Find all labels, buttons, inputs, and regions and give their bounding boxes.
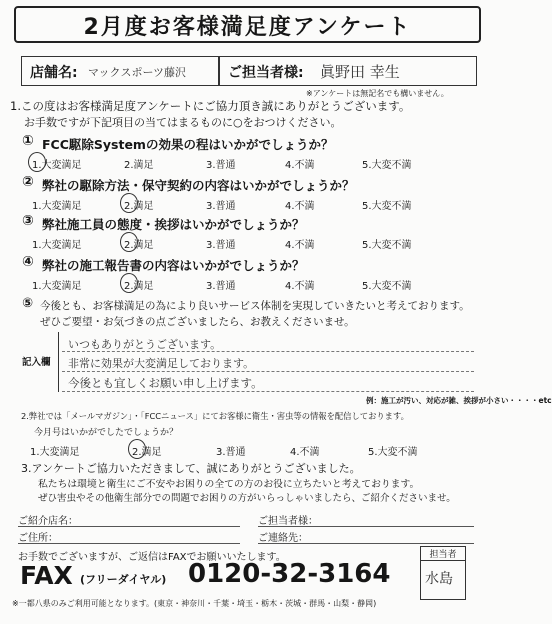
thanks-line-1: 3.アンケートご協力いただきまして、誠にありがとうございました。 [21,462,361,475]
magazine-option[interactable]: 4.不満 [290,447,320,458]
question-text: 弊社の駆除方法・保守契約の内容はいかがでしょうか？ [42,178,355,193]
answer-option[interactable]: 4.不満 [285,240,315,251]
staff-label: ご担当者様: [228,65,304,81]
answer-option[interactable]: 5.大変不満 [362,281,412,292]
answer-option[interactable]: 2.満足 [124,201,154,212]
selected-answer-circle [120,273,138,293]
magazine-option[interactable]: 3.普通 [216,447,246,458]
entry-label: 記入欄 [22,357,51,368]
fax-label: FAX [20,561,73,590]
answer-option[interactable]: 1.大変満足 [32,281,82,292]
staff-value: 眞野田 幸生 [320,63,400,81]
referral-staff-line [258,526,474,527]
entry-handwriting-2: 非常に効果が大変満足しております。 [68,357,255,370]
selected-answer-circle [128,439,146,459]
entry-handwriting-3: 今後とも宜しくお願い申し上げます。 [68,376,263,390]
title-frame [14,6,481,43]
entry-handwriting-1: いつもありがとうございます。 [68,338,222,351]
answer-option[interactable]: 2.満足 [124,281,154,292]
store-value: マックスポーツ藤沢 [88,66,187,79]
thanks-line-2: 私たちは環境と衛生にご不安やお困りの全ての方のお役に立ちたいと考えております。 [38,479,420,490]
entry-line [62,371,474,372]
answer-option[interactable]: 5.大変不満 [362,160,412,171]
referral-address-label: ご住所： [18,533,58,544]
magazine-line-2: 今月号はいかがでしたでしょうか？ [34,428,179,438]
q5-line-1: 今後とも、お客様満足の為により良いサービス体制を実現していきたいと考えております。 [40,300,470,312]
referral-name-label: ご紹介店名： [18,516,78,527]
anon-note: ※アンケートは無記名でも構いません。 [306,89,449,98]
magazine-line-1: 2.弊社では「メールマガジン」・「FCCニュース」にてお客様に衛生・害虫等の情報を配信しております。 [21,411,409,421]
answer-option[interactable]: 4.不満 [285,160,315,171]
answer-option[interactable]: 2.満足 [124,240,154,251]
referral-name-line [18,526,240,527]
referral-address-line [18,543,240,544]
selected-answer-circle [28,152,46,172]
fax-footer: ※一都八県のみご利用可能となります。(東京・神奈川・千葉・埼玉・栃木・茨城・群馬・山梨・静岡) [12,599,377,608]
fax-note: お手数でございますが、ご返信はFAXでお願いいたします。 [18,552,286,563]
referral-contact-line [258,543,474,544]
question-number: ② [22,174,34,190]
answer-option[interactable]: 4.不満 [285,281,315,292]
page-title: 2月度お客様満足度アンケート [83,15,412,40]
store-box [21,56,219,86]
selected-answer-circle [120,193,138,213]
entry-line [62,351,474,352]
magazine-option[interactable]: 5.大変不満 [368,447,418,458]
staff-stamp-box [420,546,466,600]
fax-free-dial: (フリーダイヤル) [80,573,167,586]
question-text: 弊社の施工報告書の内容はいかがでしょうか？ [42,258,305,273]
q5-line-2: ぜひご要望・お気づきの点ございましたら、お教えくださいませ。 [40,316,355,328]
selected-answer-circle [120,232,138,252]
answer-option[interactable]: 1.大変満足 [32,240,82,251]
answer-option[interactable]: 3.普通 [206,281,236,292]
answer-option[interactable]: 1.大変満足 [32,201,82,212]
question-number: ③ [22,213,34,229]
stamp-label: 担当者 [421,547,465,561]
entry-line [62,391,474,392]
intro-line-2: お手数ですが下記項目の当てはまるものに○をおつけください。 [24,116,342,129]
q5-number: ⑤ [22,296,34,311]
magazine-option[interactable]: 1.大変満足 [30,447,80,458]
question-number: ④ [22,254,34,270]
answer-option[interactable]: 5.大変不満 [362,240,412,251]
answer-option[interactable]: 3.普通 [206,160,236,171]
thanks-line-3: ぜひ害虫やその他衛生部分での問題でお困りの方がいらっしゃいましたら、ご紹介くださいませ。 [38,493,456,504]
question-text: FCC駆除Systemの効果の程はいかがでしょうか？ [42,137,334,152]
answer-option[interactable]: 4.不満 [285,201,315,212]
fax-number: 0120-32-3164 [188,559,391,589]
referral-contact-label: ご連絡先： [258,533,308,544]
answer-option[interactable]: 5.大変不満 [362,201,412,212]
answer-option[interactable]: 2.満足 [124,160,154,171]
question-number: ① [22,133,34,149]
intro-line-1: 1.この度はお客様満足度アンケートにご協力頂き誠にありがとうございます。 [10,99,411,113]
question-text: 弊社施工員の態度・挨拶はいかがでしょうか？ [42,217,305,232]
answer-option[interactable]: 3.普通 [206,240,236,251]
store-label: 店舗名: [30,65,78,81]
staff-box [219,56,477,86]
entry-divider [58,332,59,392]
referral-staff-label: ご担当者様： [258,516,318,527]
answer-option[interactable]: 3.普通 [206,201,236,212]
magazine-option[interactable]: 2.満足 [132,447,162,458]
stamp-name: 水島 [425,571,453,587]
entry-example: 例：施工が汚い、対応が雑、挨拶が小さい・・・・etc [366,396,552,405]
answer-option[interactable]: 1.大変満足 [32,160,82,171]
